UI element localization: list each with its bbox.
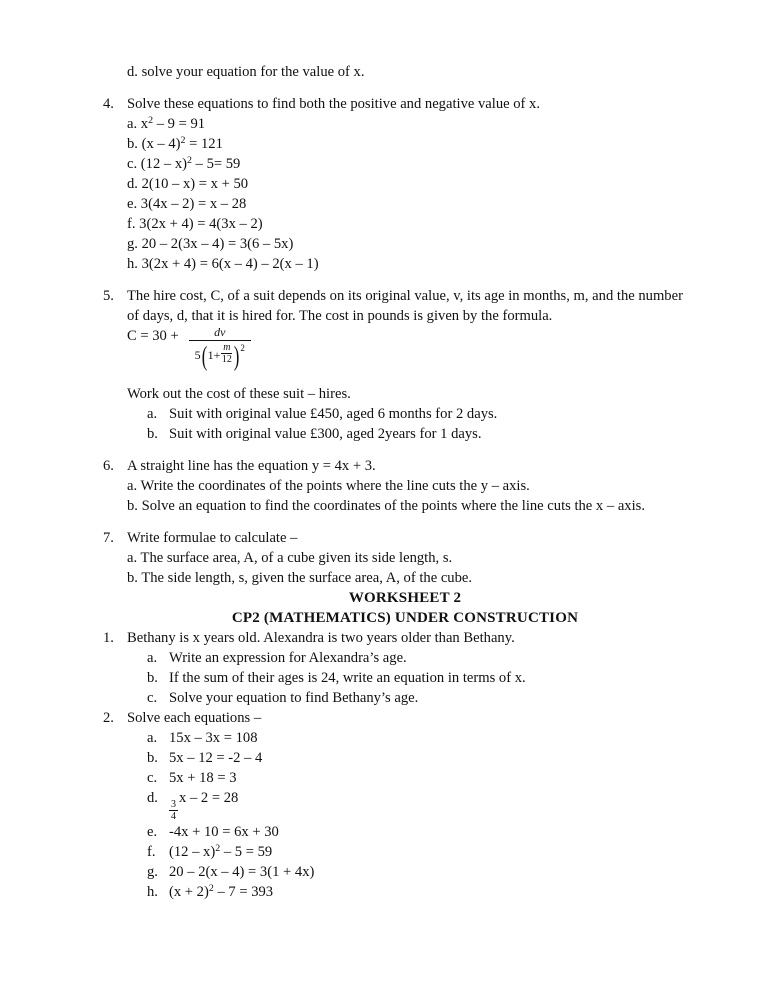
item-text: If the sum of their ages is 24, write an equation in terms of x. <box>169 670 526 686</box>
item-label: c. <box>147 770 158 786</box>
item-exponent: 2 <box>187 154 192 166</box>
close-paren-glyph: ) <box>234 341 240 371</box>
w2-question-1-item-b <box>103 668 707 688</box>
question-4-item-g <box>103 234 707 254</box>
item-label: h. <box>147 883 158 900</box>
question-4-item-b <box>103 134 707 154</box>
three-quarters-fraction <box>169 800 178 822</box>
formula-fraction <box>189 325 251 371</box>
item-expr-pre: 3(2x + 4) = 6(x – 4) – 2(x – 1) <box>141 256 319 272</box>
item-label: a. <box>147 650 158 666</box>
item-label: a. <box>127 550 138 566</box>
item-exponent: 2 <box>180 134 186 146</box>
spacer <box>103 82 707 94</box>
item-expr: -4x + 10 = 6x + 30 <box>169 823 279 840</box>
question-5-text-line2: of days, d, that it is hired for. The cost in pounds is given by the formula. <box>127 308 553 324</box>
w2-question-2-item-a <box>103 728 707 748</box>
item-expr-post: – 7 = 393 <box>213 883 274 900</box>
question-6-item-b <box>103 496 707 516</box>
question-6-number: 6. <box>103 458 114 474</box>
item-expr-pre: 3(4x – 2) = x – 28 <box>140 196 247 212</box>
question-7-number: 7. <box>103 530 114 546</box>
w2-question-2-item-c <box>103 768 707 788</box>
item-expr-post: – 5 = 59 <box>220 843 273 860</box>
question-4 <box>103 94 707 114</box>
item-expr-pre: 3(2x + 4) = 4(3x – 2) <box>139 216 263 232</box>
item-expr <box>169 788 238 822</box>
question-4-item-a <box>103 114 707 134</box>
item-label: e. <box>147 823 158 840</box>
item-label: b. <box>147 670 158 686</box>
item-label: a. <box>147 406 158 422</box>
item-expr <box>169 842 272 862</box>
question-4-item-e <box>103 194 707 214</box>
item-expr-pre: x <box>140 116 149 132</box>
w2-question-2-item-g <box>103 862 707 882</box>
inner-fraction-numerator: m <box>223 342 231 353</box>
item-expr-post: – 5= 59 <box>191 156 241 172</box>
fraction-numerator: 3 <box>171 798 176 810</box>
denominator-one-plus: 1+ <box>207 347 221 362</box>
question-4-item-h <box>103 254 707 274</box>
w2-question-2-number: 2. <box>103 710 114 726</box>
question-4-text: Solve these equations to find both the positive and negative value of x. <box>127 96 540 112</box>
question-7 <box>103 528 707 548</box>
item-label: b. <box>127 136 138 152</box>
w2-question-2-item-e <box>103 822 707 842</box>
question-4-item-d <box>103 174 707 194</box>
question-4-number: 4. <box>103 96 114 112</box>
item-text: Suit with original value £450, aged 6 months for 2 days. <box>169 406 498 422</box>
worksheet-title: WORKSHEET 2 <box>348 590 462 606</box>
item-exponent: 2 <box>215 842 221 854</box>
item-expr <box>169 882 273 902</box>
item-label: a. <box>127 116 138 132</box>
denominator-exponent: 2 <box>240 343 245 353</box>
spacer <box>103 516 707 528</box>
w2-question-2-item-h <box>103 882 707 902</box>
inner-fraction-denominator: 12 <box>221 354 232 365</box>
worksheet-subtitle: CP2 (MATHEMATICS) UNDER CONSTRUCTION <box>231 610 579 626</box>
question-7-text: Write formulae to calculate – <box>127 530 298 546</box>
w2-question-1-item-c <box>103 688 707 708</box>
w2-question-1-item-a <box>103 648 707 668</box>
item-expr-pre: (x – 4) <box>141 136 181 152</box>
question-5 <box>103 286 707 326</box>
item-label: d. <box>147 790 158 806</box>
item-expr-post: = 121 <box>185 136 223 152</box>
document-content <box>103 62 707 902</box>
question-5-item-a <box>103 404 707 424</box>
item-exponent: 2 <box>148 114 154 126</box>
item-text: Write the coordinates of the points where the line cuts the y – axis. <box>140 478 530 494</box>
item-expr-post: x – 2 = 28 <box>179 790 239 806</box>
item-label: f. <box>147 843 156 860</box>
formula-numerator: dv <box>214 325 226 339</box>
item-label: b. <box>127 570 138 586</box>
fraction-denominator: 4 <box>171 810 176 822</box>
denominator-coefficient: 5 <box>194 347 201 362</box>
question-4-item-f <box>103 214 707 234</box>
w2-question-2 <box>103 708 707 728</box>
carryover-line: d. solve your equation for the value of x. <box>127 64 365 80</box>
item-label: g. <box>127 236 138 252</box>
spacer <box>103 274 707 286</box>
item-text: Solve an equation to find the coordinates of the points where the line cuts the x – axis. <box>141 498 645 514</box>
item-label: c. <box>147 690 158 706</box>
w2-question-2-item-b <box>103 748 707 768</box>
formula-denominator <box>194 341 245 371</box>
question-5-text-line1: The hire cost, C, of a suit depends on its original value, v, its age in months, m, and the number <box>127 288 683 304</box>
item-expr-pre: (12 – x) <box>140 156 188 172</box>
item-expr: 5x + 18 = 3 <box>169 770 237 786</box>
item-expr-pre: 20 – 2(3x – 4) = 3(6 – 5x) <box>141 236 294 252</box>
item-expr-pre: (12 – x) <box>169 843 216 860</box>
question-6-text: A straight line has the equation y = 4x + 3. <box>127 458 376 474</box>
item-text: Write an expression for Alexandra’s age. <box>169 650 407 666</box>
item-expr-pre: (x + 2) <box>169 883 209 900</box>
item-text: The side length, s, given the surface area, A, of the cube. <box>141 570 473 586</box>
item-expr-pre: 2(10 – x) = x + 50 <box>141 176 249 192</box>
item-exponent: 2 <box>208 882 214 894</box>
item-label: b. <box>147 426 158 442</box>
item-label: f. <box>127 216 136 232</box>
item-label: b. <box>127 498 138 514</box>
item-text: The surface area, A, of a cube given its side length, s. <box>140 550 453 566</box>
open-paren-glyph: ( <box>201 341 207 371</box>
item-label: d. <box>127 176 138 192</box>
question-4-item-c <box>103 154 707 174</box>
item-text: Solve your equation to find Bethany’s age. <box>169 690 419 706</box>
question-7-item-b <box>103 568 707 588</box>
item-label: b. <box>147 750 158 766</box>
item-expr-post: – 9 = 91 <box>153 116 206 132</box>
question-5-work-line: Work out the cost of these suit – hires. <box>127 386 351 402</box>
item-label: g. <box>147 863 158 880</box>
w2-question-2-text: Solve each equations – <box>127 710 262 726</box>
item-expr: 20 – 2(x – 4) = 3(1 + 4x) <box>169 863 315 880</box>
denominator-inner-fraction <box>221 343 232 365</box>
question-6-item-a <box>103 476 707 496</box>
item-label: a. <box>127 478 138 494</box>
w2-question-1 <box>103 628 707 648</box>
question-7-item-a <box>103 548 707 568</box>
item-text: Suit with original value £300, aged 2years for 1 days. <box>169 426 482 442</box>
item-label: a. <box>147 730 158 746</box>
item-expr: 15x – 3x = 108 <box>169 730 258 746</box>
item-label: h. <box>127 256 138 272</box>
question-6 <box>103 456 707 476</box>
spacer <box>103 444 707 456</box>
formula-lead: C = 30 + <box>127 328 179 344</box>
w2-question-1-number: 1. <box>103 630 114 646</box>
question-5-text <box>127 286 707 326</box>
question-5-item-b <box>103 424 707 444</box>
w2-question-2-item-f <box>103 842 707 862</box>
w2-question-2-item-d <box>103 788 707 822</box>
question-5-formula <box>103 326 707 384</box>
item-label: c. <box>127 156 138 172</box>
w2-question-1-text: Bethany is x years old. Alexandra is two years older than Bethany. <box>127 630 515 646</box>
question-5-number: 5. <box>103 288 114 304</box>
item-expr: 5x – 12 = -2 – 4 <box>169 750 263 766</box>
item-label: e. <box>127 196 138 212</box>
